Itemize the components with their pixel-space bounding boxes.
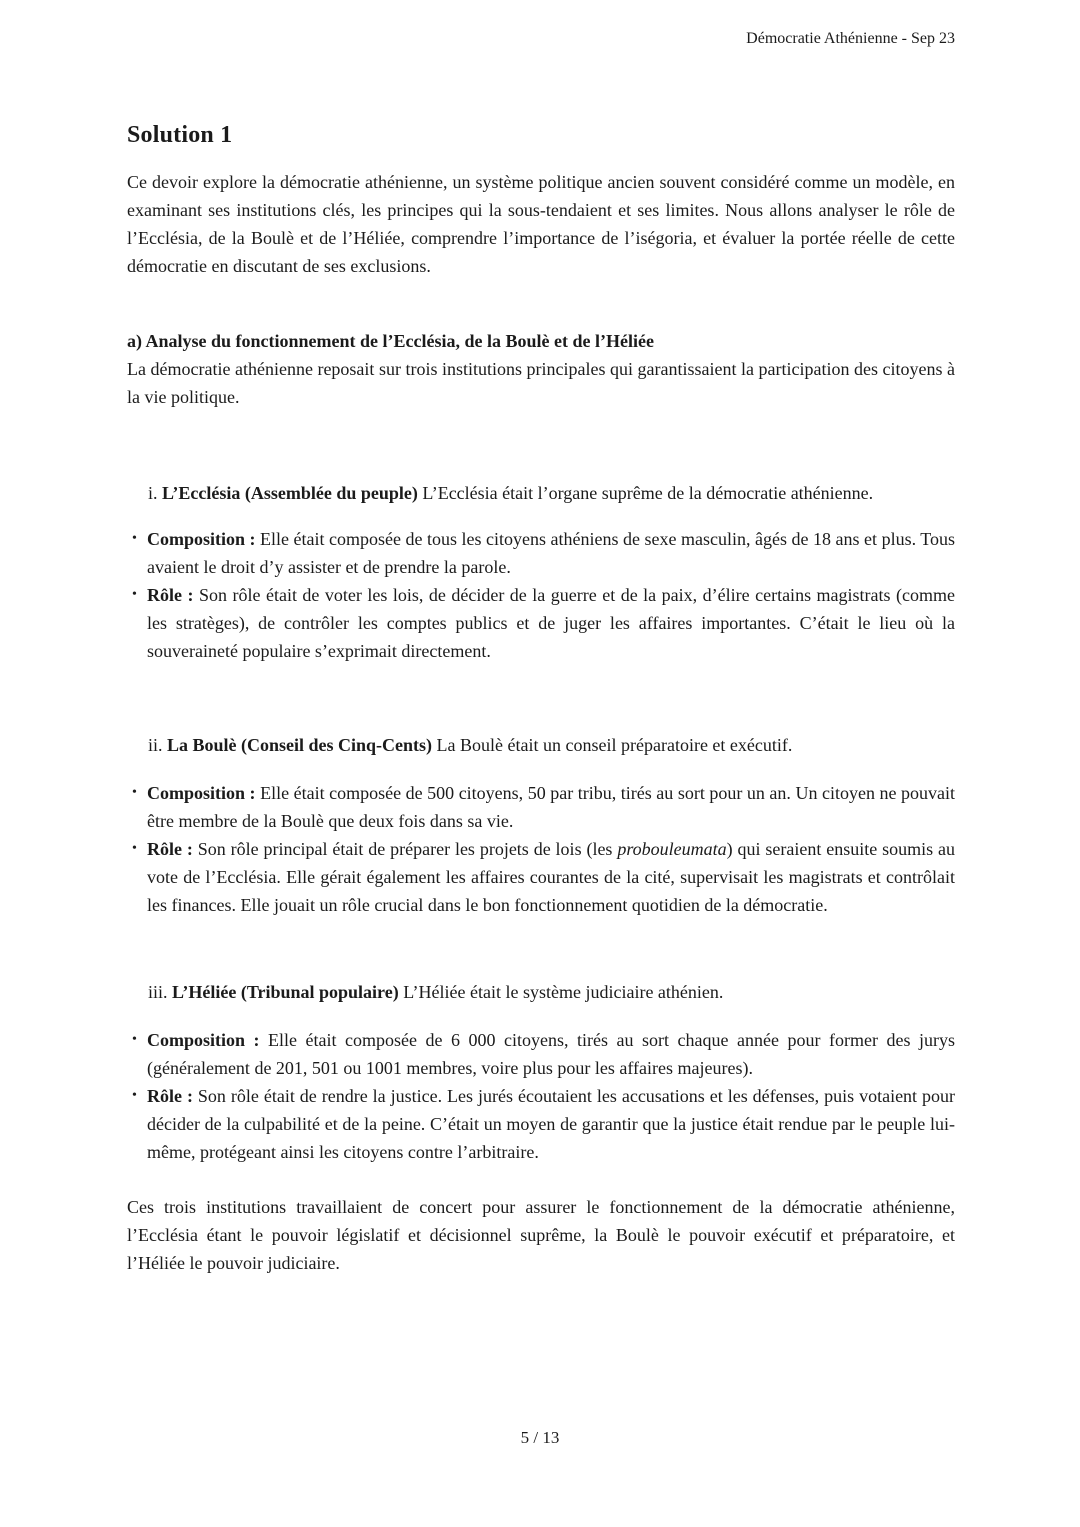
page-footer — [0, 1424, 1080, 1452]
bullet-item — [127, 1026, 955, 1082]
bullet-label: Rôle : — [147, 839, 193, 859]
enum-text: La Boulè était un conseil préparatoire et exécutif. — [436, 735, 793, 755]
bullet-marker-icon: • — [132, 531, 137, 546]
bullet-label: Composition : — [147, 529, 256, 549]
page-title: Solution 1 — [127, 122, 233, 148]
page-number: 5 / 13 — [520, 1428, 560, 1447]
bullet-text-italic: probouleumata — [617, 839, 727, 859]
bullet-text: Son rôle était de rendre la justice. Les jurés écoutaient les accusations et les défenses, puis votaient pour décider de la culpabilité et de la peine. C’était un moyen de garantir que la justice était rendue par le peuple lui-même, protégeant ainsi les citoyens contre l’arbitraire. — [147, 1086, 956, 1162]
bullet-marker-icon: • — [132, 587, 137, 602]
enum-title: L’Héliée (Tribunal populaire) — [172, 982, 399, 1002]
bullet-label: Composition : — [147, 1030, 260, 1050]
bullet-item — [127, 1082, 955, 1166]
enum-title: L’Ecclésia (Assemblée du peuple) — [162, 483, 418, 503]
enum-text: L’Ecclésia était l’organe suprême de la démocratie athénienne. — [422, 483, 874, 503]
bullet-list-boule — [127, 779, 955, 919]
running-header-text: Démocratie Athénienne - Sep 23 — [746, 30, 955, 47]
bullet-text: Elle était composée de 6 000 citoyens, tirés au sort chaque année pour former des jurys (généralement de 201, 501 ou 1001 membres, voire plus pour les affaires majeures). — [147, 1030, 956, 1078]
bullet-marker-icon: • — [132, 785, 137, 800]
bullet-text-pre: Son rôle principal était de préparer les projets de lois (les — [197, 839, 618, 859]
enum-item-ecclesia — [148, 479, 955, 507]
bullet-text: Son rôle était de voter les lois, de décider de la guerre et de la paix, d’élire certains magistrats (comme les stratèges), de contrôler les comptes publics et de juger les affaires importantes. C’était le lieu où la souveraineté populaire s’exprimait directement. — [147, 585, 956, 661]
intro-paragraph: Ce devoir explore la démocratie athénienne, un système politique ancien souvent considéré comme un modèle, en examinant ses institutions clés, les principes qui la sous-tendaient et ses limites. Nous allons analyser le rôle de l’Ecclésia, de la Boulè et de l’Héliée, comprendre l’importance de l’iségoria, et évaluer la portée réelle de cette démocratie en discutant de ses exclusions. — [127, 172, 955, 276]
bullet-marker-icon: • — [132, 841, 137, 856]
section-a-heading: a) Analyse du fonctionnement de l’Ecclésia, de la Boulè et de l’Héliée — [127, 331, 654, 351]
closing-paragraph: Ces trois institutions travaillaient de concert pour assurer le fonctionnement de la démocratie athénienne, l’Ecclésia étant le pouvoir législatif et décisionnel suprême, la Boulè le pouvoir exécutif et préparatoire, et l’Héliée le pouvoir judiciaire. — [127, 1197, 955, 1273]
bullet-item — [127, 779, 955, 835]
bullet-marker-icon: • — [132, 1032, 137, 1047]
bullet-label: Rôle : — [147, 1086, 193, 1106]
bullet-label: Rôle : — [147, 585, 194, 605]
bullet-item — [127, 835, 955, 919]
enum-numeral: ii. — [148, 735, 163, 755]
enum-numeral: iii. — [148, 982, 168, 1002]
page-header — [127, 0, 955, 52]
bullet-item — [127, 581, 955, 665]
enum-title: La Boulè (Conseil des Cinq-Cents) — [167, 735, 433, 755]
bullet-text-post: ) qui seraient ensuite soumis au vote de l’Ecclésia. Elle gérait également les affaires courantes de la cité, supervisait les magistrats et contrôlait les finances. Elle jouait un rôle crucial dans le bon fonctionnement quotidien de la démocratie. — [147, 839, 956, 915]
section-a — [127, 327, 955, 411]
bullet-marker-icon: • — [132, 1088, 137, 1103]
enum-item-heliee — [148, 978, 955, 1006]
enum-numeral: i. — [148, 483, 158, 503]
bullet-item — [127, 525, 955, 581]
bullet-label: Composition : — [147, 783, 256, 803]
bullet-text: Elle était composée de tous les citoyens athéniens de sexe masculin, âgés de 18 ans et plus. Tous avaient le droit d’y assister et de prendre la parole. — [147, 529, 956, 577]
bullet-text: Elle était composée de 500 citoyens, 50 par tribu, tirés au sort pour un an. Un citoyen ne pouvait être membre de la Boulè que deux fois dans sa vie. — [147, 783, 956, 831]
section-a-lead: La démocratie athénienne reposait sur trois institutions principales qui garantissaient la participation des citoyens à la vie politique. — [127, 359, 955, 407]
bullet-list-ecclesia — [127, 525, 955, 665]
enum-item-boule — [148, 731, 955, 759]
enum-text: L’Héliée était le système judiciaire athénien. — [403, 982, 724, 1002]
bullet-list-heliee — [127, 1026, 955, 1166]
